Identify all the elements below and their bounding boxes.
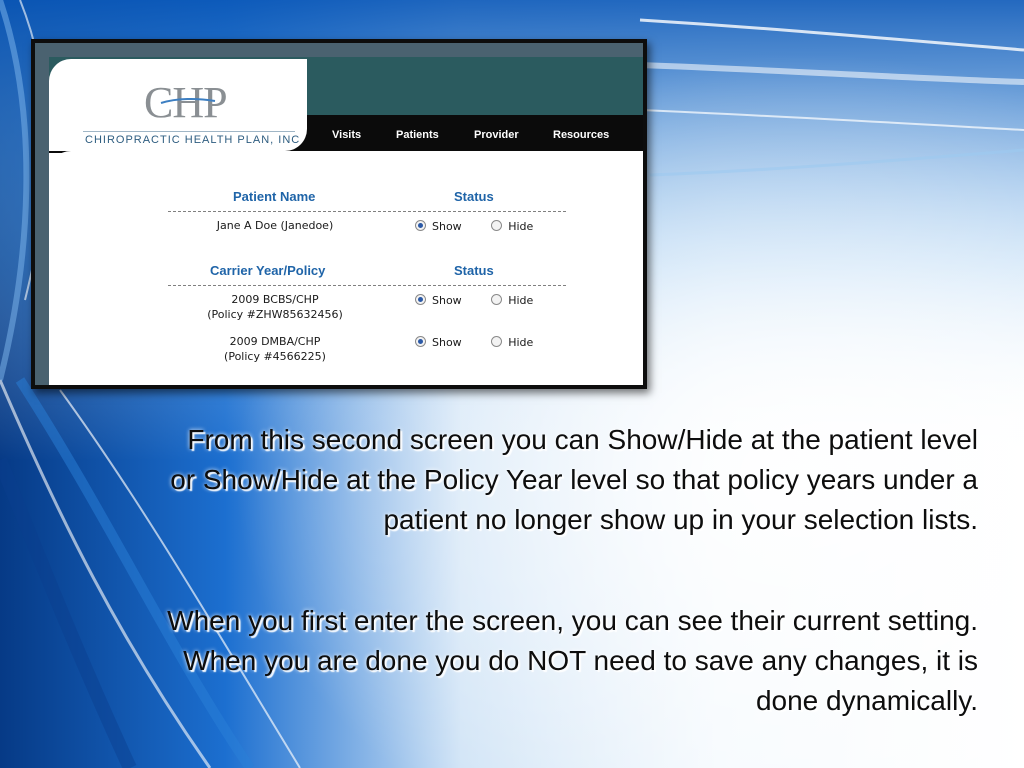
hide-label: Hide [508, 220, 534, 233]
nav-resources[interactable]: Resources [553, 129, 610, 141]
hide-option[interactable] [491, 294, 533, 307]
radio-unselected-icon[interactable] [491, 336, 502, 347]
carrier-policy-header: Carrier Year/Policy [210, 263, 326, 278]
policy-carrier-year: 2009 DMBA/CHP [229, 335, 321, 348]
radio-selected-icon[interactable] [415, 294, 426, 305]
radio-unselected-icon[interactable] [491, 294, 502, 305]
slide-paragraph-2: When you first enter the screen, you can see their current setting. When you are done you do NOT need to save any changes, it is done dynamically. [167, 605, 978, 716]
logo-panel [49, 59, 307, 151]
policy-status-header: Status [454, 263, 494, 278]
company-name: CHIROPRACTIC HEALTH PLAN, INC [85, 134, 301, 146]
nav-patients[interactable]: Patients [396, 129, 439, 141]
patient-name-cell: Jane A Doe (Janedoe) [216, 219, 334, 232]
policy-number: (Policy #4566225) [224, 350, 326, 363]
policy-carrier-year: 2009 BCBS/CHP [231, 293, 319, 306]
app-screenshot [31, 39, 647, 389]
radio-unselected-icon[interactable] [491, 220, 502, 231]
policy-number: (Policy #ZHW85632456) [207, 308, 343, 321]
policy-status-radios [415, 336, 533, 349]
policy-cell [195, 334, 355, 364]
hide-label: Hide [508, 336, 534, 349]
patient-status-radios [415, 220, 533, 233]
divider [168, 285, 566, 286]
nav-visits[interactable]: Visits [332, 129, 362, 141]
show-label: Show [432, 294, 462, 307]
logo-rule [83, 131, 295, 132]
policy-status-radios [415, 294, 533, 307]
show-option[interactable] [415, 220, 462, 233]
hide-option[interactable] [491, 220, 533, 233]
show-option[interactable] [415, 294, 462, 307]
show-label: Show [432, 220, 462, 233]
radio-selected-icon[interactable] [415, 336, 426, 347]
header-top-strip [35, 43, 643, 57]
radio-selected-icon[interactable] [415, 220, 426, 231]
show-label: Show [432, 336, 462, 349]
policy-cell [195, 292, 355, 322]
nav-provider[interactable]: Provider [474, 129, 519, 141]
chp-logo-mark: CHP [144, 78, 227, 127]
logo-swoosh-icon [159, 97, 217, 105]
show-option[interactable] [415, 336, 462, 349]
patient-name-header: Patient Name [233, 189, 316, 204]
left-rail [35, 57, 49, 385]
slide-paragraph-1: From this second screen you can Show/Hide at the patient level or Show/Hide at the Policy Year level so that policy years under a patient no longer show up in your selection lists. [170, 424, 978, 535]
hide-option[interactable] [491, 336, 533, 349]
patient-status-header: Status [454, 189, 494, 204]
hide-label: Hide [508, 294, 534, 307]
divider [168, 211, 566, 212]
